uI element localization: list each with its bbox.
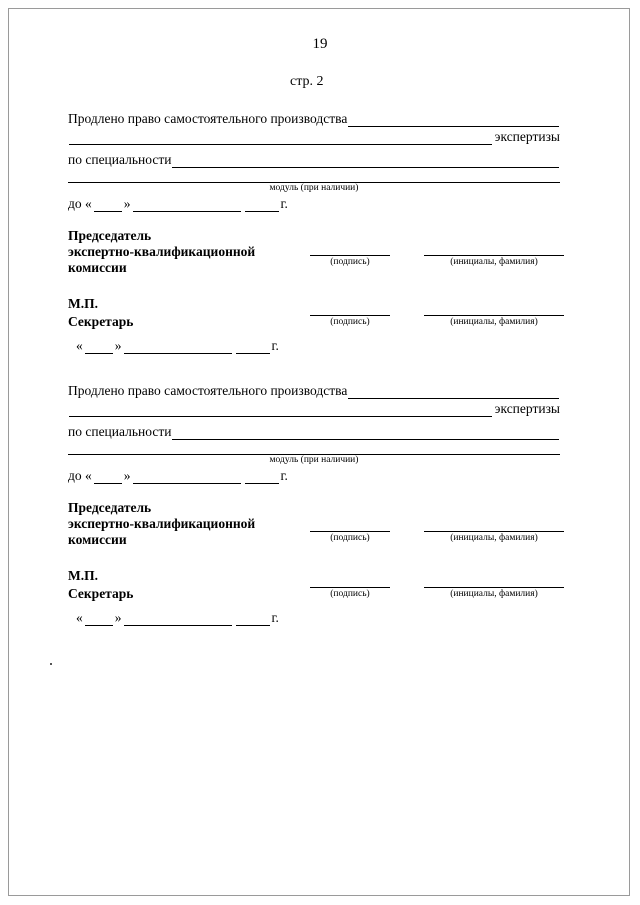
headline-row-1 xyxy=(68,110,560,127)
chairman-signature-field-2[interactable] xyxy=(310,530,390,543)
secretary-signature-field-1[interactable] xyxy=(310,314,390,327)
until-day-fill-2[interactable] xyxy=(94,470,122,484)
secretary-initials-caption-1: (инициалы, фамилия) xyxy=(450,317,538,327)
secretary-date-quote-2: » xyxy=(114,610,122,625)
secretary-signature-caption-2: (подпись) xyxy=(330,589,370,599)
chairman-signature-field-1[interactable] xyxy=(310,254,390,267)
chairman-line-1-0: Председатель xyxy=(68,228,152,243)
chairman-signature-line-1[interactable] xyxy=(310,254,390,256)
stamp-label-1: М.П. xyxy=(68,296,98,311)
until-day-fill-1[interactable] xyxy=(94,198,122,212)
until-row-2 xyxy=(68,468,560,484)
secretary-date-row-1 xyxy=(76,338,560,354)
secretary-initials-line-2[interactable] xyxy=(424,586,564,588)
until-year-fill-1[interactable] xyxy=(245,198,279,212)
secretary-date-day-fill-2[interactable] xyxy=(85,612,113,626)
secretary-date-quote-1: » xyxy=(114,338,122,353)
secretary-signature-line-1[interactable] xyxy=(310,314,390,316)
page-number: 19 xyxy=(312,36,328,52)
form-content xyxy=(68,110,560,626)
secretary-initials-line-1[interactable] xyxy=(424,314,564,316)
secretary-date-prefix-2: « xyxy=(76,610,83,625)
specialty-label-1: по специальности xyxy=(68,152,172,167)
secretary-date-row-2 xyxy=(76,610,560,626)
headline-fill-1[interactable] xyxy=(348,113,559,127)
chairman-initials-line-2[interactable] xyxy=(424,530,564,532)
headline-tail-text-1: экспертизы xyxy=(494,129,560,144)
module-caption-2: модуль (при наличии) xyxy=(269,455,359,465)
until-row-1 xyxy=(68,196,560,212)
secretary-label-2: Секретарь xyxy=(68,586,134,601)
secretary-initials-field-1[interactable] xyxy=(424,314,564,327)
module-caption-1: модуль (при наличии) xyxy=(269,183,359,193)
specialty-fill-2[interactable] xyxy=(172,426,559,440)
headline-tail-row-2 xyxy=(68,401,560,417)
headline-tail-row-1 xyxy=(68,129,560,145)
secretary-date-year-suffix-2: г. xyxy=(271,610,279,625)
headline-fill-2[interactable] xyxy=(348,385,559,399)
headline-row-2 xyxy=(68,382,560,399)
extension-block-1 xyxy=(68,110,560,354)
secretary-date-year-suffix-1: г. xyxy=(271,338,279,353)
secretary-date-prefix-1: « xyxy=(76,338,83,353)
chairman-initials-caption-1: (инициалы, фамилия) xyxy=(450,257,538,267)
until-quote-1: » xyxy=(123,196,131,211)
chairman-initials-caption-2: (инициалы, фамилия) xyxy=(450,533,538,543)
secretary-initials-field-2[interactable] xyxy=(424,586,564,599)
scan-speck xyxy=(50,663,52,665)
until-quote-2: » xyxy=(123,468,131,483)
chairman-initials-field-1[interactable] xyxy=(424,254,564,267)
headline-tail-fill-2[interactable] xyxy=(69,403,492,417)
until-prefix-1: до « xyxy=(68,196,92,211)
chairman-initials-field-2[interactable] xyxy=(424,530,564,543)
headline-tail-fill-1[interactable] xyxy=(69,131,492,145)
page-label: стр. 2 xyxy=(290,74,324,89)
specialty-row-2 xyxy=(68,423,560,440)
until-month-fill-2[interactable] xyxy=(133,470,241,484)
chairman-title-1 xyxy=(68,228,560,276)
secretary-date-year-fill-2[interactable] xyxy=(236,612,270,626)
stamp-label-2: М.П. xyxy=(68,568,98,583)
secretary-signature-line-2[interactable] xyxy=(310,586,390,588)
module-fill-2[interactable] xyxy=(68,441,560,455)
secretary-date-month-fill-1[interactable] xyxy=(124,340,232,354)
secretary-label-1: Секретарь xyxy=(68,314,134,329)
chairman-line-2-0: Председатель xyxy=(68,500,152,515)
until-year-fill-2[interactable] xyxy=(245,470,279,484)
chairman-signature-line-2[interactable] xyxy=(310,530,390,532)
until-year-suffix-2: г. xyxy=(280,468,288,483)
specialty-row-1 xyxy=(68,151,560,168)
secretary-signature-caption-1: (подпись) xyxy=(330,317,370,327)
specialty-label-2: по специальности xyxy=(68,424,172,439)
until-month-fill-1[interactable] xyxy=(133,198,241,212)
chairman-line-2-1: экспертно-квалификационной xyxy=(68,516,256,531)
headline-text-2: Продлено право самостоятельного производства xyxy=(68,383,348,398)
module-fill-1[interactable] xyxy=(68,169,560,183)
chairman-line-2-2: комиссии xyxy=(68,532,127,547)
secretary-date-month-fill-2[interactable] xyxy=(124,612,232,626)
extension-block-2 xyxy=(68,382,560,626)
specialty-fill-1[interactable] xyxy=(172,154,559,168)
chairman-line-1-1: экспертно-квалификационной xyxy=(68,244,256,259)
chairman-initials-line-1[interactable] xyxy=(424,254,564,256)
secretary-date-day-fill-1[interactable] xyxy=(85,340,113,354)
chairman-signature-caption-2: (подпись) xyxy=(330,533,370,543)
headline-tail-text-2: экспертизы xyxy=(494,401,560,416)
secretary-initials-caption-2: (инициалы, фамилия) xyxy=(450,589,538,599)
until-prefix-2: до « xyxy=(68,468,92,483)
secretary-signature-field-2[interactable] xyxy=(310,586,390,599)
chairman-line-1-2: комиссии xyxy=(68,260,127,275)
until-year-suffix-1: г. xyxy=(280,196,288,211)
chairman-signature-caption-1: (подпись) xyxy=(330,257,370,267)
secretary-date-year-fill-1[interactable] xyxy=(236,340,270,354)
headline-text-1: Продлено право самостоятельного производства xyxy=(68,111,348,126)
